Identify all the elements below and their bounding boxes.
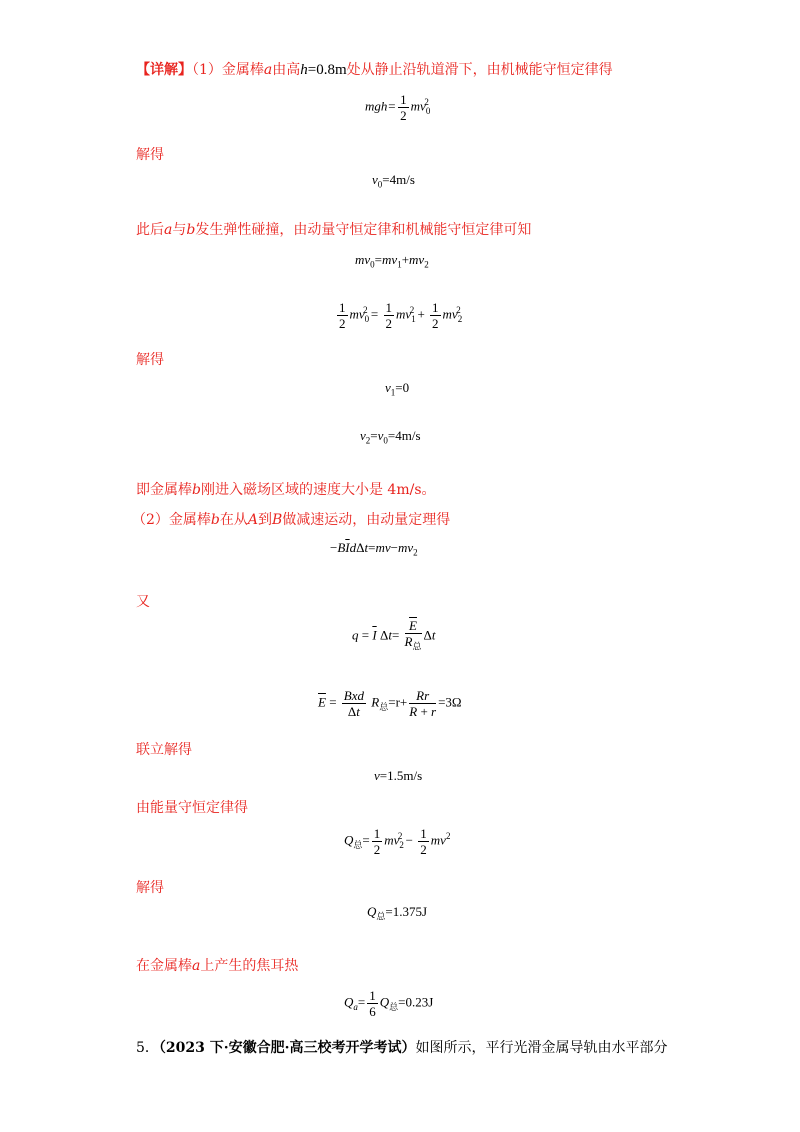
equation-impulse: $-B\overline{I}d\Delta t=mv-mv_2$ <box>330 540 418 558</box>
equation-v2: $v_2=v_0=4m/s$ <box>360 428 421 446</box>
equation-emf: $\overline{E}$ = $\frac{\text{Bxd}}{\Delta t}$ $R_总=r+$ $\frac{Rr}{R + r}$ =3Ω <box>318 688 462 719</box>
you: 又 <box>136 594 150 610</box>
jiede-3: 解得 <box>136 880 164 896</box>
detail-line-1: 【详解】（1）金属棒a由高h=0.8m处从静止沿轨道滑下，由机械能守恒定律得 <box>136 62 613 78</box>
jiede-1: 解得 <box>136 147 164 163</box>
equation-heat-total: $Q_总=$ $\frac{1}{2}$ $mv_2^2$ − $\frac{1}{2}$ $mv^2$ <box>344 826 451 857</box>
detail-tag: 【详解】 <box>136 62 192 78</box>
lianli-jiede: 联立解得 <box>136 742 192 758</box>
question-5: 5．（2023 下·安徽合肥·高三校考开学考试）如图所示，平行光滑金属导轨由水平部分 <box>136 1040 668 1056</box>
jiede-2: 解得 <box>136 352 164 368</box>
detail-line-5: 即金属棒b刚进入磁场区域的速度大小是 4m/s。 <box>136 482 436 498</box>
equation-momentum: $mv_0=mv_1+mv_2$ <box>355 252 429 270</box>
equation-energy-2: $\frac{1}{2}$ $mv_0^2$ = $\frac{1}{2}$ $mv_1^2$ + $\frac{1}{2}$ $mv_2^2$ <box>339 300 463 331</box>
joule-heat-line: 在金属棒a上产生的焦耳热 <box>136 958 299 974</box>
equation-energy-1: mgh= $\frac{1}{2}$ $mv_0^2$ <box>365 92 431 123</box>
equation-charge: $q = \overline{I}$ Δt= $\frac{\overline{E}}{R_总}$ Δt <box>352 618 436 652</box>
detail-line-6: （2）金属棒b在从A到B做减速运动，由动量定理得 <box>132 512 451 528</box>
equation-qa: $Q_a=$ $\frac{1}{6}$ $Q_总=0.23J$ <box>344 988 434 1019</box>
equation-v: v=1.5m/s <box>374 768 423 783</box>
energy-conservation: 由能量守恒定律得 <box>136 800 248 816</box>
equation-v1: $v_1=0$ <box>385 380 410 398</box>
equation-qtotal: $Q_总=1.375J$ <box>367 904 428 922</box>
equation-v0: $v_0=4m/s$ <box>372 172 415 190</box>
detail-line-3: 此后a与b发生弹性碰撞，由动量守恒定律和机械能守恒定律可知 <box>136 222 532 238</box>
